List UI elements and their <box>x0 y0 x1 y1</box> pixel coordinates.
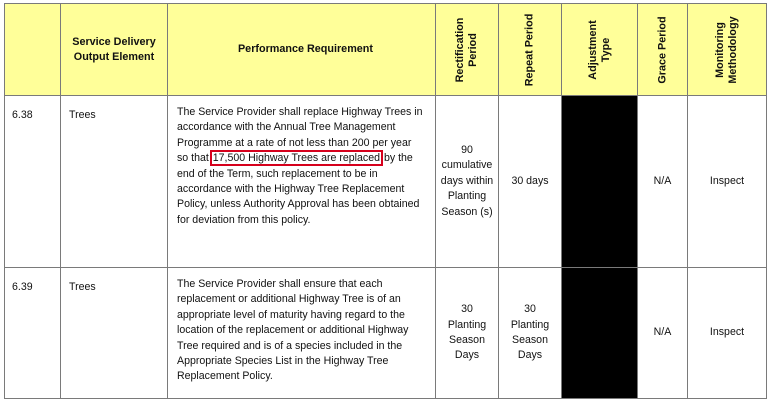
performance-text-start: The Service Provider shall replace Highway Trees in accordance with the Annual Tree Management Programme at a rate of not less than 200 per year so that <box>177 106 423 165</box>
header-grace-period <box>638 4 688 96</box>
header-adjustment-type <box>562 4 638 96</box>
header-rectification-label: Rectification Period <box>454 17 479 82</box>
row-grace-period: N/A <box>638 96 688 268</box>
row-performance-requirement <box>168 96 436 268</box>
redacted-adjustment-type <box>562 268 638 399</box>
row-rectification-period: 30 Planting Season Days <box>436 268 499 399</box>
header-monitoring-methodology <box>688 4 767 96</box>
redacted-adjustment-type <box>562 96 638 268</box>
header-performance-requirement: Performance Requirement <box>168 4 436 96</box>
header-ref <box>5 4 61 96</box>
highlighted-phrase: 17,500 Highway Trees are replaced <box>212 152 380 165</box>
row-ref: 6.39 <box>5 268 61 399</box>
row-repeat-period: 30 days <box>499 96 562 268</box>
row-output-element: Trees <box>61 96 168 268</box>
row-performance-requirement: The Service Provider shall ensure that each replacement or additional Highway Tree is of an appropriate level of maturity having regard to the location of the replacement or additional Highway Tree required and is of a species included in the Appropriate Species List in the Highway Tree Replacement Policy. <box>168 268 436 399</box>
header-repeat-label: Repeat Period <box>523 13 536 86</box>
header-monitoring-label: Monitoring Methodology <box>714 15 739 84</box>
row-monitoring-methodology: Inspect <box>688 268 767 399</box>
row-repeat-period: 30 Planting Season Days <box>499 268 562 399</box>
header-row <box>5 4 767 96</box>
row-rectification-period: 90 cumulative days within Planting Season (s) <box>436 96 499 268</box>
table-row <box>5 96 767 268</box>
performance-text-end: by the end of the Term, such replacement to be in accordance with the Highway Tree Replacement Policy, unless Authority Approval has been obtained for deviation from this policy. <box>177 152 420 226</box>
header-grace-label: Grace Period <box>656 15 668 84</box>
performance-table <box>4 3 767 399</box>
row-grace-period: N/A <box>638 268 688 399</box>
row-monitoring-methodology: Inspect <box>688 96 767 268</box>
row-ref: 6.38 <box>5 96 61 268</box>
header-output-element: Service Delivery Output Element <box>61 4 168 96</box>
header-repeat-period <box>499 4 562 96</box>
header-rectification-period <box>436 4 499 96</box>
table-row <box>5 268 767 399</box>
header-adjustment-label: Adjustment Type <box>586 19 612 80</box>
row-output-element: Trees <box>61 268 168 399</box>
